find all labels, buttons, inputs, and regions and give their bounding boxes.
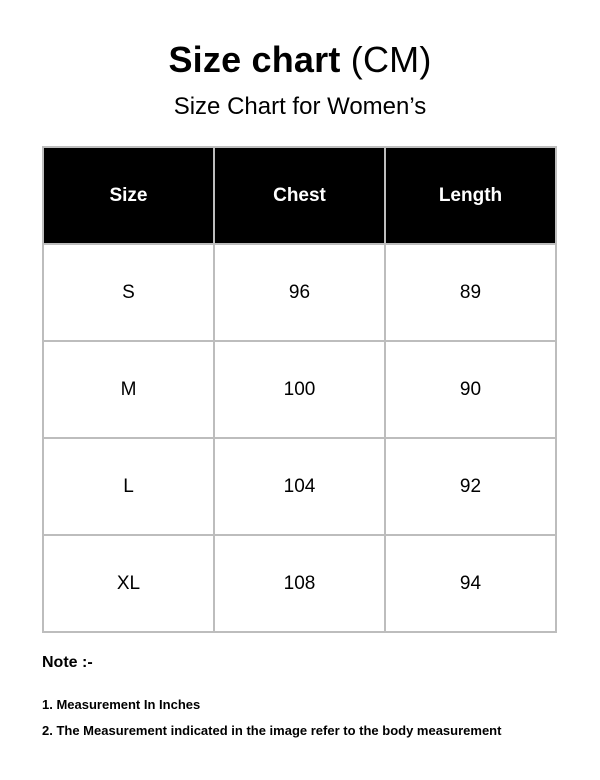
header-size: Size xyxy=(43,147,214,244)
cell-chest: 108 xyxy=(214,535,385,632)
size-chart-table xyxy=(42,146,557,633)
cell-size: S xyxy=(43,244,214,341)
cell-length: 94 xyxy=(385,535,556,632)
cell-size: L xyxy=(43,438,214,535)
page-title xyxy=(0,38,600,82)
table-row xyxy=(43,438,556,535)
page-subtitle: Size Chart for Women’s xyxy=(173,93,427,120)
cell-length: 92 xyxy=(385,438,556,535)
table-header-row xyxy=(43,147,556,244)
cell-size: XL xyxy=(43,535,214,632)
table-row xyxy=(43,535,556,632)
cell-length: 90 xyxy=(385,341,556,438)
note-title: Note :- xyxy=(42,654,93,671)
title-unit: (CM) xyxy=(350,39,432,80)
cell-chest: 104 xyxy=(214,438,385,535)
table-row xyxy=(43,244,556,341)
cell-chest: 100 xyxy=(214,341,385,438)
cell-chest: 96 xyxy=(214,244,385,341)
note-item: 2. The Measurement indicated in the image refer to the body measurement xyxy=(42,723,502,738)
header-length: Length xyxy=(385,147,556,244)
header-chest: Chest xyxy=(214,147,385,244)
table-row xyxy=(43,341,556,438)
note-item: 1. Measurement In Inches xyxy=(42,697,201,712)
title-main: Size chart xyxy=(168,39,341,80)
cell-length: 89 xyxy=(385,244,556,341)
cell-size: M xyxy=(43,341,214,438)
